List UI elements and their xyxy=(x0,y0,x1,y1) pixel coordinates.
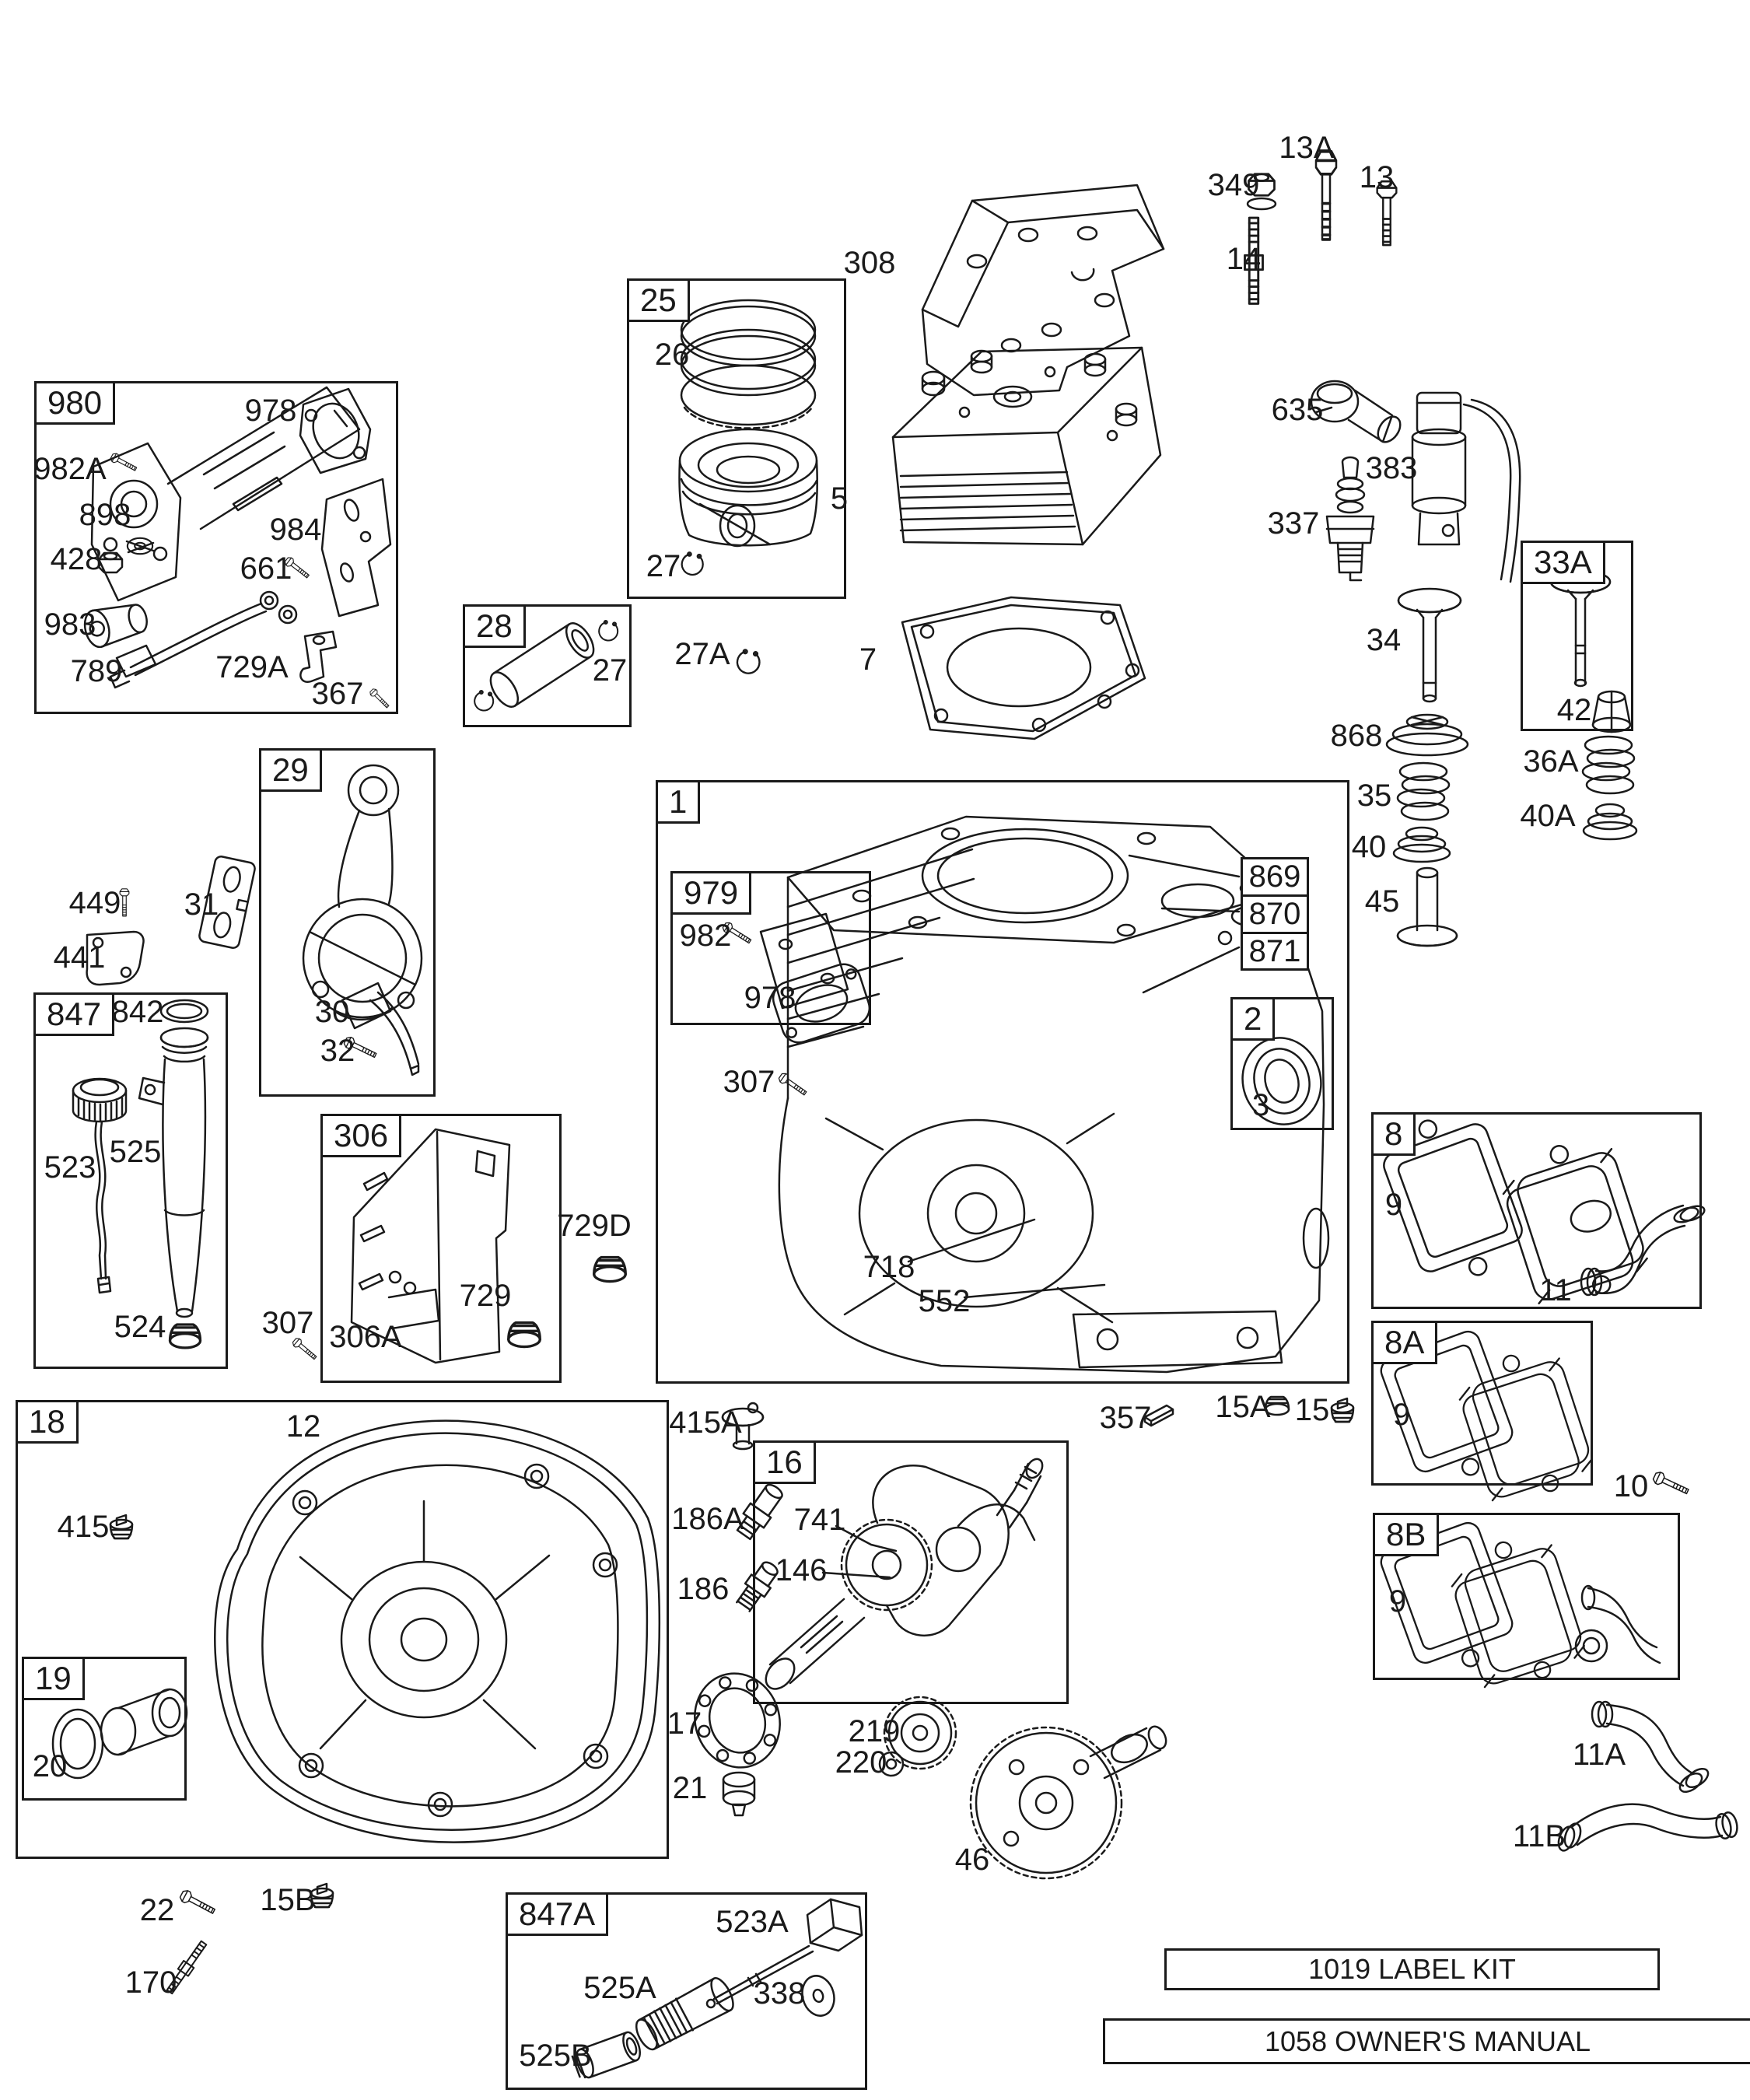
callout-383: 383 xyxy=(1365,451,1418,485)
ignition-coil-383 xyxy=(1412,393,1520,582)
callout-186: 186 xyxy=(677,1572,730,1606)
callout-42: 42 xyxy=(1556,693,1592,727)
group-tag-8A: 8A xyxy=(1371,1321,1437,1364)
callout-219: 219 xyxy=(848,1714,901,1748)
group-tag-33A: 33A xyxy=(1521,541,1605,584)
callout-449: 449 xyxy=(68,886,121,920)
callout-146: 146 xyxy=(775,1553,828,1587)
callout-525A: 525A xyxy=(583,1971,656,2005)
callout-978-gasket: 978 xyxy=(744,981,796,1015)
callout-17: 17 xyxy=(667,1706,702,1741)
callout-9-box8B: 9 xyxy=(1388,1584,1407,1619)
owners-manual-text: 1058 OWNER'S MANUAL xyxy=(1265,2025,1591,2057)
group-tag-8B: 8B xyxy=(1373,1513,1439,1556)
callout-729D: 729D xyxy=(557,1209,632,1243)
callout-357: 357 xyxy=(1099,1401,1152,1435)
group-tag-1: 1 xyxy=(656,780,700,824)
callout-40A: 40A xyxy=(1520,799,1576,833)
ref-stack-869-870-871 xyxy=(1241,857,1309,971)
callout-13A: 13A xyxy=(1279,131,1335,165)
callout-842: 842 xyxy=(111,995,164,1029)
valve-seal-868 xyxy=(1387,715,1468,755)
owners-manual-box xyxy=(1103,2018,1750,2064)
callout-35: 35 xyxy=(1356,779,1392,813)
callout-308: 308 xyxy=(843,246,896,280)
group-tag-847A: 847A xyxy=(506,1892,608,1936)
callout-15: 15 xyxy=(1294,1393,1330,1427)
cover-plate-308 xyxy=(922,185,1164,395)
callout-9-box8: 9 xyxy=(1384,1188,1403,1222)
callout-367: 367 xyxy=(311,677,364,711)
bolt-10 xyxy=(1652,1471,1690,1497)
group-tag-18: 18 xyxy=(16,1400,79,1444)
callout-441: 441 xyxy=(53,940,106,975)
group-tag-19: 19 xyxy=(22,1657,85,1700)
cylinder-head-drawing xyxy=(893,348,1160,544)
ref-871: 871 xyxy=(1243,932,1307,969)
group-tag-28: 28 xyxy=(463,604,526,648)
callout-14: 14 xyxy=(1226,242,1262,276)
group-tag-25: 25 xyxy=(627,278,690,322)
pipe-plug-15 xyxy=(1332,1398,1353,1422)
callout-220: 220 xyxy=(835,1745,887,1780)
callout-22: 22 xyxy=(139,1893,175,1927)
group-tag-16: 16 xyxy=(753,1440,816,1484)
group-box-8 xyxy=(1371,1112,1702,1309)
group-tag-980: 980 xyxy=(34,381,115,425)
callout-789: 789 xyxy=(70,654,123,688)
valve-spring-35 xyxy=(1398,763,1449,820)
label-kit-box xyxy=(1164,1948,1660,1990)
callout-525: 525 xyxy=(109,1135,162,1169)
callout-26: 26 xyxy=(654,338,690,372)
callout-729A: 729A xyxy=(215,650,289,684)
callout-30: 30 xyxy=(314,995,350,1029)
head-gasket-drawing xyxy=(902,597,1145,739)
callout-9-box8A: 9 xyxy=(1392,1398,1411,1432)
valve-spring-36A xyxy=(1583,737,1634,793)
callout-552: 552 xyxy=(918,1284,971,1318)
callout-5: 5 xyxy=(830,481,849,516)
retainer-ring-27A xyxy=(737,649,760,673)
callout-661: 661 xyxy=(240,551,292,586)
callout-10: 10 xyxy=(1613,1469,1649,1503)
callout-523: 523 xyxy=(44,1150,96,1185)
callout-12: 12 xyxy=(285,1409,321,1444)
callout-741: 741 xyxy=(793,1503,846,1537)
callout-337: 337 xyxy=(1267,506,1320,541)
group-tag-2: 2 xyxy=(1230,997,1275,1041)
callout-415: 415 xyxy=(57,1510,110,1544)
callout-349: 349 xyxy=(1207,168,1260,202)
callout-170: 170 xyxy=(124,1965,177,2000)
callout-21: 21 xyxy=(672,1771,708,1805)
callout-982: 982 xyxy=(679,919,732,953)
intake-valve-34 xyxy=(1398,589,1461,702)
spring-retainer-40A xyxy=(1584,804,1636,839)
callout-415A: 415A xyxy=(669,1405,742,1440)
ref-869: 869 xyxy=(1248,859,1301,894)
callout-983: 983 xyxy=(44,607,96,642)
cap-21 xyxy=(723,1773,754,1815)
label-kit-text: 1019 LABEL KIT xyxy=(1308,1953,1516,1985)
callout-27A: 27A xyxy=(674,637,730,671)
callout-898: 898 xyxy=(79,498,131,532)
callout-40: 40 xyxy=(1351,830,1387,864)
callout-868: 868 xyxy=(1330,719,1383,753)
spring-retainer-40 xyxy=(1394,828,1450,862)
callout-523A: 523A xyxy=(716,1905,789,1939)
tappet-45 xyxy=(1398,868,1457,946)
callout-11B: 11B xyxy=(1512,1819,1566,1853)
screw-307-shield xyxy=(292,1337,318,1362)
hose-11B xyxy=(1556,1804,1739,1853)
callout-729: 729 xyxy=(459,1279,512,1313)
callout-15B: 15B xyxy=(260,1883,316,1917)
callout-306A: 306A xyxy=(329,1320,402,1354)
camshaft-46 xyxy=(971,1724,1170,1878)
group-tag-306: 306 xyxy=(320,1114,401,1157)
callout-428: 428 xyxy=(50,542,103,576)
callout-307-block: 307 xyxy=(723,1065,775,1099)
callout-186A: 186A xyxy=(671,1502,744,1536)
group-tag-979: 979 xyxy=(670,871,751,915)
callout-46: 46 xyxy=(954,1843,990,1877)
callout-525B: 525B xyxy=(519,2039,592,2073)
callout-34: 34 xyxy=(1366,623,1402,657)
callout-45: 45 xyxy=(1364,884,1400,919)
callout-338: 338 xyxy=(753,1976,806,2011)
callout-20: 20 xyxy=(32,1749,68,1783)
spark-plug-boot-635 xyxy=(1311,381,1405,446)
callout-718: 718 xyxy=(863,1250,915,1284)
callout-635: 635 xyxy=(1271,393,1324,427)
callout-984: 984 xyxy=(269,513,322,547)
ref-870: 870 xyxy=(1243,894,1307,932)
bolt-22 xyxy=(179,1889,217,1917)
callout-32: 32 xyxy=(320,1034,355,1068)
group-tag-29: 29 xyxy=(259,748,322,792)
callout-524: 524 xyxy=(114,1310,166,1344)
callout-307-shield: 307 xyxy=(261,1306,314,1340)
callout-3: 3 xyxy=(1251,1088,1270,1122)
screw-449 xyxy=(120,889,129,916)
callout-36A: 36A xyxy=(1523,744,1579,779)
callout-13: 13 xyxy=(1359,160,1395,194)
callout-978: 978 xyxy=(244,394,297,428)
callout-7: 7 xyxy=(859,642,877,677)
callout-15A: 15A xyxy=(1215,1390,1271,1424)
callout-11: 11 xyxy=(1539,1273,1572,1307)
callout-27-pin: 27 xyxy=(592,653,628,688)
group-tag-8: 8 xyxy=(1371,1112,1416,1156)
group-tag-847: 847 xyxy=(33,992,114,1036)
callout-31: 31 xyxy=(184,887,219,922)
callout-982A: 982A xyxy=(33,452,107,486)
callout-11A: 11A xyxy=(1572,1738,1626,1772)
callout-27-piston: 27 xyxy=(646,549,681,583)
grommet-729D xyxy=(594,1258,626,1282)
